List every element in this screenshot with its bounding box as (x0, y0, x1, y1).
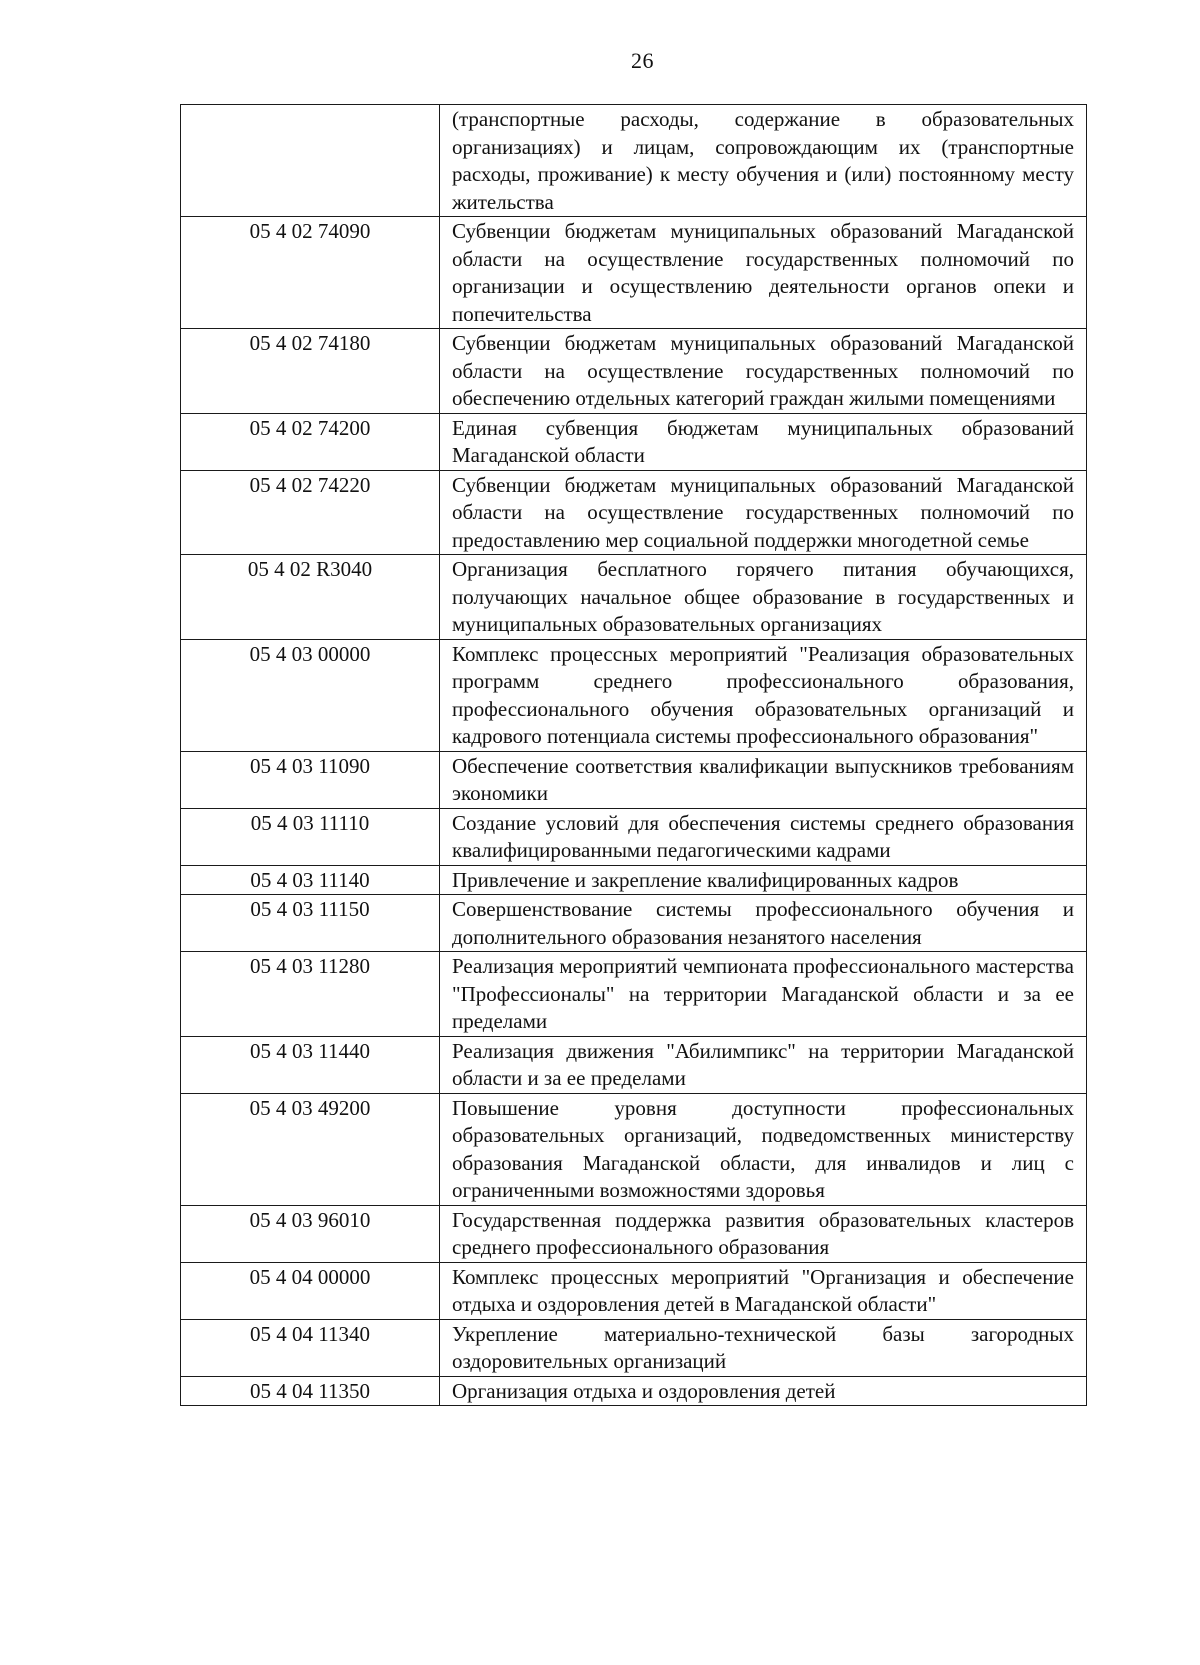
table-row (181, 105, 1087, 217)
table-row (181, 751, 1087, 808)
code-cell: 05 4 03 11150 (181, 895, 440, 952)
table-row (181, 555, 1087, 640)
code-cell: 05 4 03 49200 (181, 1093, 440, 1205)
description-cell: Комплекс процессных мероприятий "Организация и обеспечение отдыха и оздоровления детей в Магаданской области" (440, 1262, 1087, 1319)
code-cell: 05 4 04 11340 (181, 1319, 440, 1376)
table-row (181, 1205, 1087, 1262)
code-cell (181, 105, 440, 217)
table-row (181, 1262, 1087, 1319)
table-row (181, 217, 1087, 329)
description-cell: Единая субвенция бюджетам муниципальных образований Магаданской области (440, 413, 1087, 470)
table-row (181, 1036, 1087, 1093)
description-cell: Привлечение и закрепление квалифицированных кадров (440, 865, 1087, 895)
code-cell: 05 4 02 74090 (181, 217, 440, 329)
page-number: 26 (631, 48, 654, 73)
code-cell: 05 4 03 96010 (181, 1205, 440, 1262)
table-row (181, 895, 1087, 952)
description-cell: Субвенции бюджетам муниципальных образований Магаданской области на осуществление государственных полномочий по предоставлению мер социальной поддержки многодетной семье (440, 470, 1087, 555)
code-cell: 05 4 03 11110 (181, 808, 440, 865)
table-row (181, 1319, 1087, 1376)
description-cell: Организация бесплатного горячего питания обучающихся, получающих начальное общее образование в государственных и муниципальных образовательных организациях (440, 555, 1087, 640)
table-row (181, 413, 1087, 470)
code-cell: 05 4 03 11440 (181, 1036, 440, 1093)
code-cell: 05 4 04 11350 (181, 1376, 440, 1406)
description-cell: Субвенции бюджетам муниципальных образований Магаданской области на осуществление государственных полномочий по обеспечению отдельных категорий граждан жилыми помещениями (440, 329, 1087, 414)
table-row (181, 952, 1087, 1037)
description-cell: Реализация движения "Абилимпикс" на территории Магаданской области и за ее пределами (440, 1036, 1087, 1093)
code-cell: 05 4 03 11140 (181, 865, 440, 895)
table-row (181, 470, 1087, 555)
code-cell: 05 4 03 11280 (181, 952, 440, 1037)
code-cell: 05 4 02 74200 (181, 413, 440, 470)
description-cell: Государственная поддержка развития образовательных кластеров среднего профессионального образования (440, 1205, 1087, 1262)
table-row (181, 808, 1087, 865)
code-cell: 05 4 03 00000 (181, 639, 440, 751)
table-row (181, 639, 1087, 751)
table-row (181, 329, 1087, 414)
description-cell: Укрепление материально-технической базы загородных оздоровительных организаций (440, 1319, 1087, 1376)
code-cell: 05 4 03 11090 (181, 751, 440, 808)
table-row (181, 865, 1087, 895)
budget-classification-table (180, 104, 1087, 1406)
description-cell: (транспортные расходы, содержание в образовательных организациях) и лицам, сопровождающим их (транспортные расходы, проживание) к месту обучения и (или) постоянному месту жительства (440, 105, 1087, 217)
table-row (181, 1376, 1087, 1406)
table-row (181, 1093, 1087, 1205)
description-cell: Реализация мероприятий чемпионата профессионального мастерства "Профессионалы" на территории Магаданской области и за ее пределами (440, 952, 1087, 1037)
description-cell: Повышение уровня доступности профессиональных образовательных организаций, подведомственных министерству образования Магаданской области, для инвалидов и лиц с ограниченными возможностями здоровья (440, 1093, 1087, 1205)
description-cell: Обеспечение соответствия квалификации выпускников требованиям экономики (440, 751, 1087, 808)
code-cell: 05 4 04 00000 (181, 1262, 440, 1319)
description-cell: Комплекс процессных мероприятий "Реализация образовательных программ среднего профессионального образования, профессионального обучения образовательных организаций и кадрового потенциала системы профессионального образования" (440, 639, 1087, 751)
code-cell: 05 4 02 74180 (181, 329, 440, 414)
description-cell: Создание условий для обеспечения системы среднего образования квалифицированными педагогическими кадрами (440, 808, 1087, 865)
code-cell: 05 4 02 74220 (181, 470, 440, 555)
code-cell: 05 4 02 R3040 (181, 555, 440, 640)
description-cell: Субвенции бюджетам муниципальных образований Магаданской области на осуществление государственных полномочий по организации и осуществлению деятельности органов опеки и попечительства (440, 217, 1087, 329)
description-cell: Организация отдыха и оздоровления детей (440, 1376, 1087, 1406)
description-cell: Совершенствование системы профессионального обучения и дополнительного образования незанятого населения (440, 895, 1087, 952)
